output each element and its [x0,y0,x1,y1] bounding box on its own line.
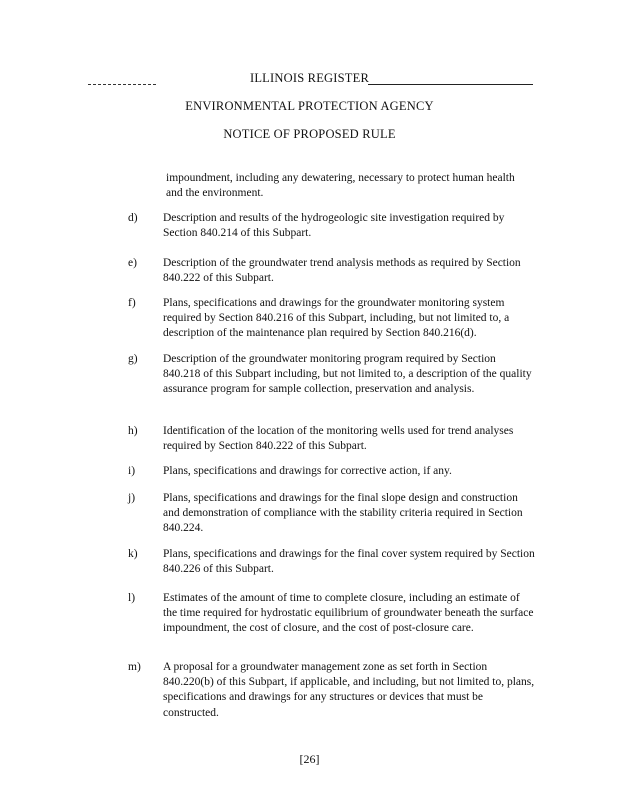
item-marker: i) [128,465,136,477]
item-text: Description and results of the hydrogeologic site investigation required by Section 840.214 of this Subpart. [163,212,505,240]
item-marker: l) [128,592,136,604]
item-marker: k) [128,548,138,560]
item-text: Plans, specifications and drawings for corrective action, if any. [163,465,452,477]
item-marker: h) [128,425,138,437]
header-rule-right [368,84,533,85]
continuation-paragraph: impoundment, including any dewatering, necessary to protect human health and the environment. [166,172,515,200]
notice-title: NOTICE OF PROPOSED RULE [223,127,396,141]
item-marker: j) [128,492,136,504]
item-text: Plans, specifications and drawings for the groundwater monitoring system required by Section 840.216 of this Subpart, including, but not limited to, a description of the maintenance plan required by Section 840.216(d). [163,297,510,340]
item-text: Plans, specifications and drawings for the final cover system required by Section 840.226 of this Subpart. [163,548,535,576]
item-marker: g) [128,353,138,365]
item-text: Plans, specifications and drawings for the final slope design and construction and demonstration of compliance with the stability criteria required in Section 840.224. [163,492,523,535]
item-marker: e) [128,257,137,269]
agency-title: ENVIRONMENTAL PROTECTION AGENCY [185,99,434,113]
item-text: A proposal for a groundwater management zone as set forth in Section 840.220(b) of this Subpart, if applicable, and including, but not limited to, plans, specifications and drawings for any structures or devices that must be constructed. [163,661,535,719]
item-marker: f) [128,297,136,309]
page-number: [26] [299,752,320,766]
item-text: Identification of the location of the monitoring wells used for trend analyses required by Section 840.222 of this Subpart. [163,425,514,453]
item-marker: m) [128,661,141,673]
register-header [0,71,619,91]
item-text: Description of the groundwater monitoring program required by Section 840.218 of this Subpart including, but not limited to, a description of the quality assurance program for sample collection, preservation and analysis. [163,353,532,396]
item-text: Description of the groundwater trend analysis methods as required by Section 840.222 of this Subpart. [163,257,521,285]
item-text: Estimates of the amount of time to complete closure, including an estimate of the time required for hydrostatic equilibrium of groundwater beneath the surface impoundment, the cost of closure, and the cost of post-closure care. [163,592,534,635]
item-marker: d) [128,212,138,224]
register-title: ILLINOIS REGISTER [249,71,369,85]
